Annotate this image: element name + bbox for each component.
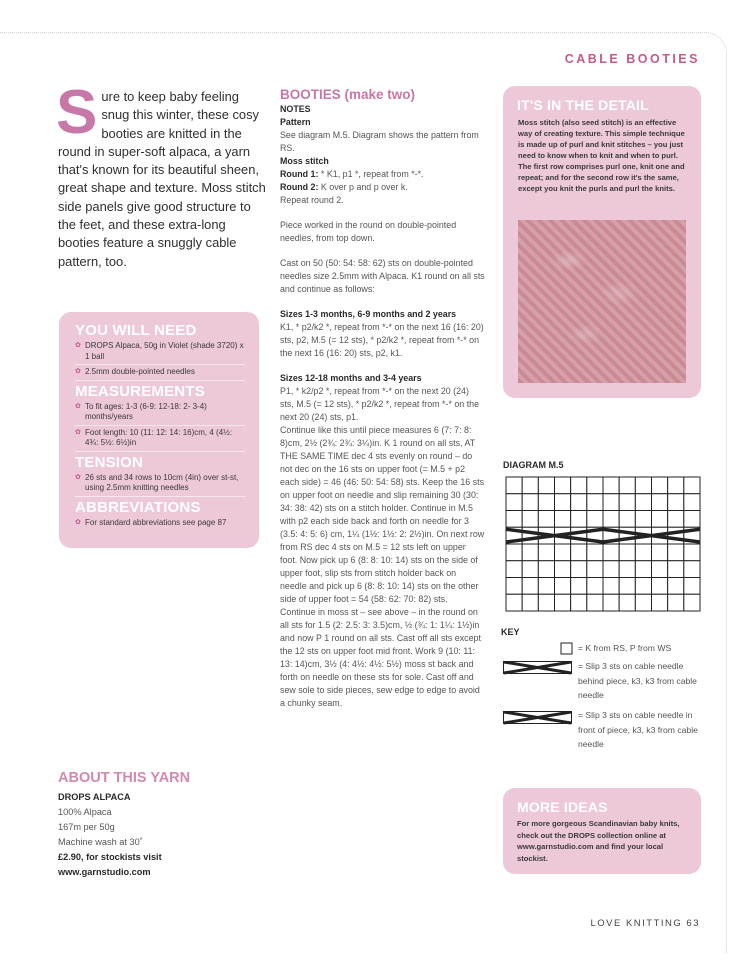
grid-cell xyxy=(522,527,538,544)
grid-cell xyxy=(652,594,668,611)
grid-cell xyxy=(587,561,603,578)
grid-cell xyxy=(684,477,700,494)
moss-heading: Moss stitch xyxy=(280,156,329,166)
grid-cell xyxy=(522,544,538,561)
grid-cell xyxy=(603,594,619,611)
grid-cell xyxy=(652,494,668,511)
diagram-title: DIAGRAM M.5 xyxy=(503,460,564,470)
tension-title: TENSION xyxy=(75,453,144,471)
grid-cell xyxy=(587,544,603,561)
grid-cell xyxy=(506,511,522,528)
grid-cell xyxy=(652,477,668,494)
sizes-1-text: K1, * p2/k2 *, repeat from *-* on the next 16 (16: 20) sts, p2, M.5 (= 12 sts), * p2/k2 *, repeat from *-* on the next 16 (16: 20) sts, p2, k1. xyxy=(280,322,484,358)
grid-cell xyxy=(668,511,684,528)
grid-cell xyxy=(522,561,538,578)
tension-list xyxy=(75,471,245,497)
grid-cell xyxy=(538,544,554,561)
flower-bullet-icon: ✿ xyxy=(75,473,81,481)
grid-cell xyxy=(506,544,522,561)
grid-cell xyxy=(538,561,554,578)
grid-cell xyxy=(619,578,635,595)
grid-cell xyxy=(522,477,538,494)
need-list xyxy=(75,339,245,381)
drop-cap: S xyxy=(56,78,98,147)
flower-bullet-icon: ✿ xyxy=(75,368,81,375)
notes-heading: NOTES xyxy=(280,104,311,114)
key-square-icon xyxy=(560,642,574,656)
abbreviations-title: ABBREVIATIONS xyxy=(75,498,201,516)
grid-cell xyxy=(555,511,571,528)
grid-cell xyxy=(684,594,700,611)
grid-cell xyxy=(587,594,603,611)
round-2: Round 2: K over p and p over k. xyxy=(280,182,408,192)
grid-cell xyxy=(587,511,603,528)
grid-cell xyxy=(506,494,522,511)
more-ideas-text: For more gorgeous Scandinavian baby knits, check out the DROPS collection online at www.garnstudio.com and find your local stockist. xyxy=(517,819,680,863)
yarn-url: www.garnstudio.com xyxy=(58,867,151,877)
grid-cell xyxy=(555,494,571,511)
grid-cell xyxy=(603,544,619,561)
grid-cell xyxy=(522,594,538,611)
grid-cell xyxy=(555,578,571,595)
key-item: = K from RS, P from WS xyxy=(578,643,672,653)
grid-cell xyxy=(538,477,554,494)
measurements-title: MEASUREMENTS xyxy=(75,382,205,400)
grid-cell xyxy=(538,511,554,528)
grid-cell xyxy=(506,594,522,611)
yarn-line: Machine wash at 30˚ xyxy=(58,837,143,847)
you-will-need-title: YOU WILL NEED xyxy=(75,322,197,339)
key-title: KEY xyxy=(501,627,520,637)
grid-cell xyxy=(652,544,668,561)
grid-cell xyxy=(668,527,684,544)
list-item: ✿ Foot length: 10 (11: 12: 14: 16)cm, 4 (4½: 4¾: 5½: 6½)in xyxy=(75,426,245,452)
grid-cell xyxy=(684,561,700,578)
list-item: ✿ 2.5mm double-pointed needles xyxy=(75,365,245,381)
intro-paragraph xyxy=(56,78,268,271)
grid-cell xyxy=(684,511,700,528)
grid-cell xyxy=(571,477,587,494)
grid-cell xyxy=(571,527,587,544)
grid-cell xyxy=(635,594,651,611)
grid-cell xyxy=(652,511,668,528)
key-item: = Slip 3 sts on cable needle behind piece, k3, k3 from cable needle xyxy=(578,661,697,700)
grid-cell xyxy=(603,494,619,511)
grid-cell xyxy=(522,511,538,528)
sizes-2-text: P1, * k2/p2 *, repeat from *-* on the next 20 (24) sts, M.5 (= 12 sts), * p2/k2 *, repeat from *-* on the next 20 (24) sts, p1. xyxy=(280,386,480,422)
worked-text: Piece worked in the round on double-pointed needles, from top down. xyxy=(280,220,457,243)
measurements-list xyxy=(75,400,245,452)
grid-cell xyxy=(603,511,619,528)
grid-cell xyxy=(668,477,684,494)
cable-back-icon xyxy=(503,661,573,675)
more-ideas-box xyxy=(503,788,701,874)
yarn-name: DROPS ALPACA xyxy=(58,792,131,802)
grid-cell xyxy=(571,561,587,578)
repeat-text: Repeat round 2. xyxy=(280,195,344,205)
grid-cell xyxy=(635,511,651,528)
flower-bullet-icon: ✿ xyxy=(75,428,81,436)
grid-cell xyxy=(619,544,635,561)
list-item: ✿ To fit ages: 1-3 (6-9: 12-18: 2- 3-4) months/years xyxy=(75,400,245,426)
grid-cell xyxy=(668,544,684,561)
flower-bullet-icon: ✿ xyxy=(75,342,81,349)
grid-cell xyxy=(538,578,554,595)
sizes-2-heading: Sizes 12-18 months and 3-4 years xyxy=(280,373,422,383)
grid-cell xyxy=(538,594,554,611)
grid-cell xyxy=(506,477,522,494)
grid-cell xyxy=(619,494,635,511)
grid-cell xyxy=(652,561,668,578)
list-item: ✿ DROPS Alpaca, 50g in Violet (shade 3720) x 1 ball xyxy=(75,339,245,365)
cast-on-text: Cast on 50 (50: 54: 58: 62) sts on double-pointed needles size 2.5mm with Alpaca. K1 round on all sts and continue as follows: xyxy=(280,258,485,294)
booties-title: BOOTIES (make two) xyxy=(280,87,416,102)
sizes-1-heading: Sizes 1-3 months, 6-9 months and 2 years xyxy=(280,309,457,319)
grid-cell xyxy=(571,578,587,595)
grid-cell xyxy=(684,494,700,511)
grid-cell xyxy=(635,578,651,595)
flower-bullet-icon: ✿ xyxy=(75,402,81,410)
grid-cell xyxy=(555,477,571,494)
grid-cell xyxy=(555,544,571,561)
list-item: ✿ 26 sts and 34 rows to 10cm (4in) over st-st, using 2.5mm knitting needles xyxy=(75,471,245,497)
continue-text: Continue like this until piece measures 6 (7: 7: 8: 8)cm, 2½ (2¾: 2¾: 3¼)in. K 1 round on all sts, AT THE SAME TIME dec 4 sts evenly on round – do not dec on the 16 sts on upper foot (= M.5 + p2 each side) = 46 (46: 50: 54: 58) sts. Keep the 16 sts on upper foot on needle and slip remaining 30 (30: 34: 38: 42) sts on a stitch holder. Continue in M.5 with p2 each side back and forth on needle for 3 (3.5: 4: 5: 6) cm, 1¼ (1½: 1½: 2: 2½)in. On next row from RS dec 4 sts on M.5 = 12 sts left on upper foot. Now pick up 6 (8: 8: 10: 14) sts on the side of upper foot, slip sts from stitch holder back on needle and pick up 6 (8: 8: 10: 14) sts on the other side of upper foot = 54 (58: 62: 70: 82) sts. Continue in moss st – see above – in the round on all sts for 1.5 (2: 2.5: 3: 3.5)cm, ½ (¾: 1: 1¼: 1½)in and now P 1 round on all sts. Cast off all sts except the 12 sts on upper foot mid front. Work 9 (10: 11: 13: 14)cm, 3½ (4: 4½: 4½: 5½) moss st back and forth on needle on these sts for sole. Cast off and sew sole to side pieces, sew edge to edge to avoid a chunky seam. xyxy=(280,425,485,708)
grid-cell xyxy=(635,494,651,511)
grid-cell xyxy=(555,561,571,578)
grid-cell xyxy=(587,494,603,511)
grid-cell xyxy=(619,527,635,544)
pattern-text: See diagram M.5. Diagram shows the pattern from RS. xyxy=(280,130,479,153)
grid-cell xyxy=(668,594,684,611)
grid-cell xyxy=(571,494,587,511)
grid-cell xyxy=(571,544,587,561)
detail-title: IT'S IN THE DETAIL xyxy=(517,97,649,113)
knit-swatch-photo xyxy=(518,220,686,383)
key-item: = Slip 3 sts on cable needle in front of piece, k3, k3 from cable needle xyxy=(578,710,698,749)
detail-text: Moss stitch (also seed stitch) is an effective way of creating texture. This simple technique is made up of purl and knit stitches – you just need to know when to knit and when to purl. The first row comprises purl one, knit one and repeat; and for the second row it's the same, except you knit the purls and purl the knits. xyxy=(518,118,685,193)
grid-cell xyxy=(603,578,619,595)
grid-cell xyxy=(587,578,603,595)
cable-front-icon xyxy=(503,711,573,725)
grid-cell xyxy=(635,561,651,578)
about-yarn-title: ABOUT THIS YARN xyxy=(58,770,191,786)
section-title: CABLE BOOTIES xyxy=(564,52,700,66)
grid-cell xyxy=(571,511,587,528)
grid-cell xyxy=(684,544,700,561)
grid-cell xyxy=(522,578,538,595)
grid-cell xyxy=(684,578,700,595)
grid-cell xyxy=(635,544,651,561)
pattern-heading: Pattern xyxy=(280,117,311,127)
grid-cell xyxy=(619,594,635,611)
yarn-line: 167m per 50g xyxy=(58,822,115,832)
grid-cell xyxy=(668,578,684,595)
more-ideas-title: MORE IDEAS xyxy=(517,799,608,815)
diagram-m5-grid xyxy=(505,476,701,612)
grid-cell xyxy=(668,561,684,578)
grid-cell xyxy=(619,561,635,578)
intro-text: ure to keep baby feeling snug this winter, these cosy booties are knitted in the round in super-soft alpaca, a yarn that's known for its beautiful sheen, great shape and texture. Moss stitch side panels give good structure to the feet, and these extra-long booties feature a snuggly cable pattern, too. xyxy=(58,89,266,269)
grid-cell xyxy=(635,477,651,494)
grid-cell xyxy=(506,578,522,595)
grid-cell xyxy=(587,477,603,494)
you-will-need-box xyxy=(59,312,259,548)
round-1: Round 1: * K1, p1 *, repeat from *-*. xyxy=(280,169,424,179)
grid-cell xyxy=(619,477,635,494)
abbreviations-list xyxy=(75,516,245,531)
yarn-price: £2.90, for stockists visit xyxy=(58,852,162,862)
grid-cell xyxy=(538,494,554,511)
pattern-column xyxy=(280,88,485,710)
grid-cell xyxy=(522,494,538,511)
grid-cell xyxy=(603,561,619,578)
grid-cell xyxy=(603,477,619,494)
grid-cell xyxy=(555,594,571,611)
grid-cell xyxy=(652,578,668,595)
yarn-line: 100% Alpaca xyxy=(58,807,112,817)
flower-bullet-icon: ✿ xyxy=(75,518,81,526)
grid-cell xyxy=(506,561,522,578)
page-footer: LOVE KNITTING 63 xyxy=(590,918,700,929)
list-item: ✿ For standard abbreviations see page 87 xyxy=(75,517,227,527)
grid-cell xyxy=(571,594,587,611)
about-yarn-details xyxy=(58,790,162,880)
grid-cell xyxy=(619,511,635,528)
grid-cell xyxy=(668,494,684,511)
